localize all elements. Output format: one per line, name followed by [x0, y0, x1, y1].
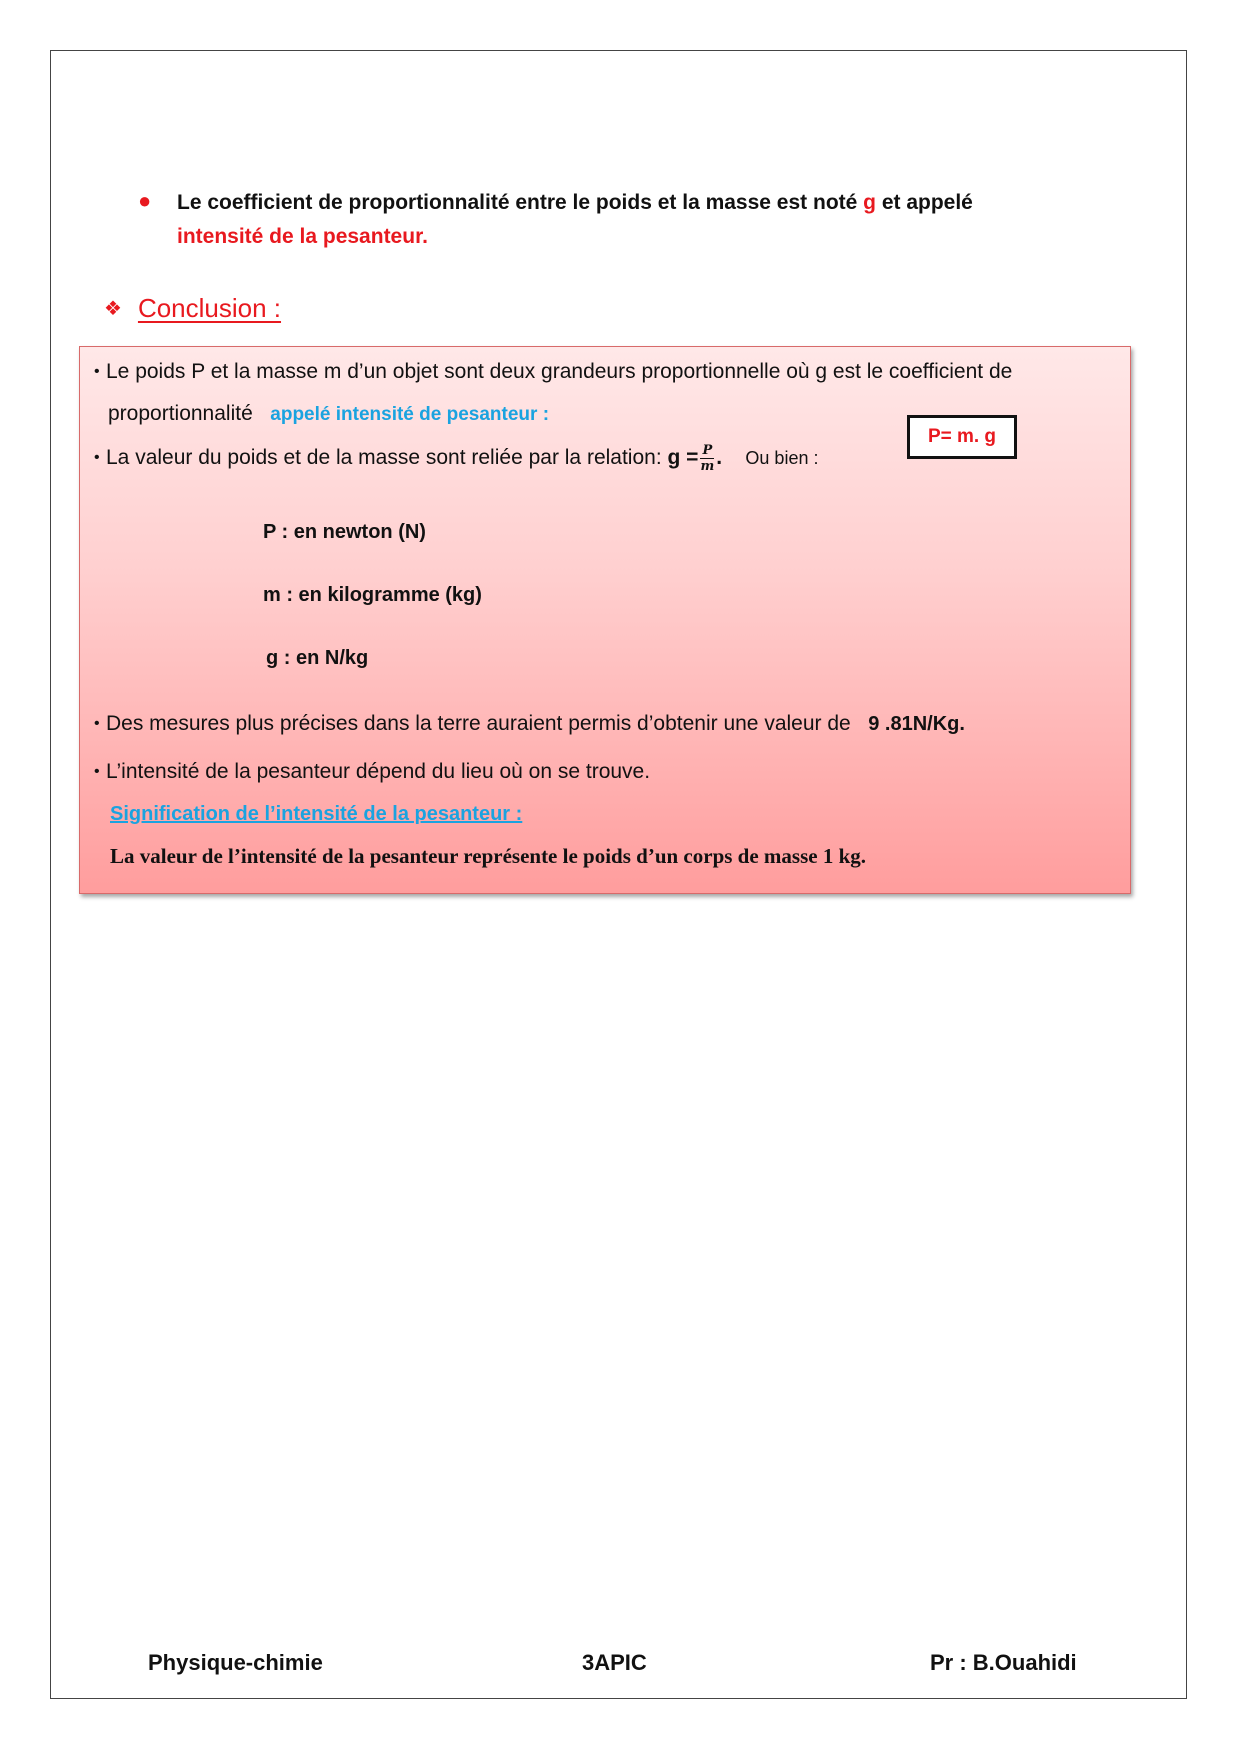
point-1-highlight: appelé intensité de pesanteur :: [270, 404, 550, 425]
signification-heading: Signification de l’intensité de la pesanteur :: [110, 803, 523, 825]
or-text: Ou bien :: [745, 448, 819, 469]
signification-text: La valeur de l’intensité de la pesanteur représente le poids d’un corps de masse 1 kg.: [110, 844, 867, 868]
intro-g: g: [863, 191, 876, 214]
point-3-text: Des mesures plus précises dans la terre auraient permis d’obtenir une valeur de: [106, 712, 851, 735]
formula-denominator: m: [700, 459, 715, 474]
bullet-icon: •: [94, 363, 100, 380]
conclusion-point-1-cont: [108, 399, 549, 430]
diamond-bullet-icon: ❖: [104, 298, 122, 320]
point-1-text-cont: proportionnalité: [108, 402, 253, 425]
conclusion-point-4: [94, 757, 650, 787]
unit-g: g : en N/kg: [266, 647, 369, 669]
conclusion-point-3: [94, 709, 965, 739]
point-4-text: L’intensité de la pesanteur dépend du lieu où on se trouve.: [106, 760, 651, 783]
conclusion-point-2: [94, 443, 818, 474]
bullet-icon: ●: [138, 188, 152, 213]
footer-subject: Physique-chimie: [148, 1650, 323, 1675]
point-3-value: 9 .81N/Kg.: [868, 713, 965, 735]
unit-m: m : en kilogramme (kg): [263, 584, 482, 606]
bullet-icon: •: [94, 449, 100, 467]
formula-box: P= m. g: [907, 415, 1017, 459]
footer-level: 3APIC: [582, 1650, 647, 1675]
intro-text-2: et appelé: [875, 191, 973, 214]
formula-numerator: P: [702, 443, 713, 458]
intro-text-1: Le coefficient de proportionnalité entre le poids et la masse est noté: [177, 191, 864, 214]
conclusion-box: [79, 346, 1131, 894]
bullet-icon: •: [94, 715, 100, 732]
intro-text-3: intensité de la pesanteur.: [177, 225, 428, 248]
unit-p: P : en newton (N): [263, 521, 426, 543]
formula-end: .: [716, 446, 723, 470]
conclusion-title: Conclusion :: [137, 293, 282, 323]
formula-fraction: [700, 443, 714, 474]
point-1-text: Le poids P et la masse m d’un objet sont deux grandeurs proportionnelle où g est le coefficient de: [106, 360, 1013, 383]
conclusion-point-1: [94, 357, 1012, 387]
footer-teacher: Pr : B.Ouahidi: [930, 1650, 1077, 1675]
conclusion-heading: [104, 288, 281, 329]
bullet-icon: •: [94, 763, 100, 780]
point-2-text: La valeur du poids et de la masse sont reliée par la relation:: [106, 446, 662, 470]
formula-lhs: g =: [667, 446, 699, 470]
intro-bullet: [140, 186, 1040, 254]
